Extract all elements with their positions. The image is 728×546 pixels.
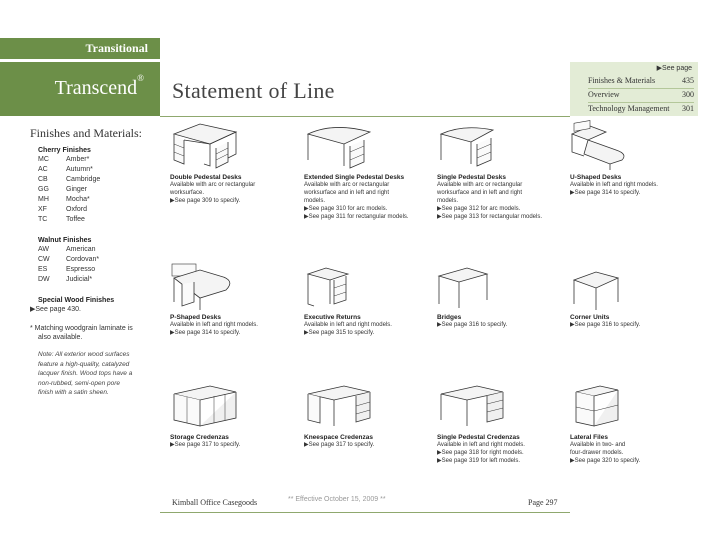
- finish-group-title: Cherry Finishes: [38, 147, 91, 154]
- p-shaped-desk-illustration: [170, 260, 240, 312]
- reference-page: 300: [682, 90, 694, 99]
- finish-row: ES Espresso: [38, 266, 96, 273]
- product-name: Single Pedestal Desks: [437, 174, 507, 181]
- reference-label: Overview: [588, 90, 620, 99]
- finish-row: TC Toffee: [38, 216, 85, 223]
- special-finishes-title: Special Wood Finishes: [38, 297, 115, 304]
- product-single-pedestal-credenza: [437, 380, 565, 465]
- product-lateral-file: [570, 380, 698, 465]
- lateral-file-illustration: [570, 380, 640, 432]
- product-desc: Available in left and right models.: [170, 322, 258, 328]
- footnote: also available.: [38, 334, 83, 341]
- product-name: Lateral Files: [570, 434, 608, 441]
- product-page-link[interactable]: ▶See page 309 to specify.: [170, 198, 241, 204]
- product-page-link[interactable]: ▶See page 316 to specify.: [437, 322, 508, 328]
- product-name: U-Shaped Desks: [570, 174, 622, 181]
- product-page-link[interactable]: ▶See page 314 to specify.: [570, 190, 641, 196]
- page-reference-panel: [570, 62, 698, 116]
- product-single-pedestal-desk: [437, 120, 565, 221]
- product-p-shaped-desk: [170, 260, 298, 337]
- finish-row: AW American: [38, 246, 96, 253]
- u-shaped-desk-illustration: [570, 120, 640, 172]
- reference-row[interactable]: [588, 76, 694, 89]
- reference-page: 435: [682, 76, 694, 85]
- product-page-link[interactable]: ▶See page 317 to specify.: [170, 442, 241, 448]
- footer-divider: [160, 512, 570, 513]
- product-executive-return: [304, 260, 432, 337]
- product-page-link[interactable]: ▶See page 316 to specify.: [570, 322, 641, 328]
- header-divider: [160, 116, 570, 117]
- special-finishes-ref[interactable]: ▶See page 430.: [30, 306, 81, 313]
- executive-return-illustration: [304, 260, 374, 312]
- footer-effective-date: ** Effective October 15, 2009 **: [288, 496, 386, 503]
- product-desc: four-drawer models.: [570, 450, 624, 456]
- corner-unit-illustration: [570, 260, 640, 312]
- sidebar-heading: Finishes and Materials:: [30, 126, 142, 140]
- reference-heading: ▶See page: [656, 65, 692, 72]
- product-page-link[interactable]: ▶See page 319 for left models.: [437, 458, 520, 464]
- finish-note: Note: All exterior wood surfaces feature a high-quality, catalyzed lacquer finish. Wood tops have a non-rubbed, semi-open pore finish with a satin sheen.: [38, 351, 133, 396]
- bridge-illustration: [437, 260, 507, 312]
- footer-brand: Kimball Office Casegoods: [172, 498, 258, 507]
- product-corner-unit: [570, 260, 698, 329]
- product-name: Extended Single Pedestal Desks: [304, 174, 405, 181]
- single-pedestal-credenza-illustration: [437, 380, 507, 432]
- finish-row: CB Cambridge: [38, 176, 101, 183]
- single-pedestal-desk-illustration: [437, 120, 507, 172]
- reference-row[interactable]: [588, 104, 694, 117]
- product-double-pedestal-desk: [170, 120, 298, 205]
- product-desc: Available in left and right models.: [304, 322, 392, 328]
- double-pedestal-desk-illustration: [170, 120, 240, 172]
- product-desc: Available with arc or rectangular: [170, 182, 256, 188]
- reference-row[interactable]: [588, 90, 694, 103]
- product-desc: Available in two- and: [570, 442, 626, 448]
- product-name: Single Pedestal Credenzas: [437, 434, 520, 441]
- product-name: Bridges: [437, 314, 462, 321]
- page-title: Statement of Line: [172, 78, 335, 103]
- product-name: Executive Returns: [304, 314, 361, 321]
- product-page-link[interactable]: ▶See page 320 to specify.: [570, 458, 641, 464]
- product-desc: models.: [437, 198, 459, 204]
- product-name: Storage Credenzas: [170, 434, 229, 441]
- reference-page: 301: [682, 104, 694, 113]
- finish-row: CW Cordovan*: [38, 256, 100, 263]
- storage-credenza-illustration: [170, 380, 240, 432]
- finish-row: DW Judicial*: [38, 276, 93, 283]
- reference-label: Technology Management: [588, 104, 670, 113]
- product-page-link[interactable]: ▶See page 315 to specify.: [304, 330, 375, 336]
- category-label: Transitional: [85, 41, 148, 55]
- product-u-shaped-desk: [570, 120, 698, 197]
- finish-row: MH Mocha*: [38, 196, 90, 203]
- product-desc: Available with arc or rectangular: [304, 182, 390, 188]
- finishes-sidebar: [30, 126, 155, 398]
- product-name: Double Pedestal Desks: [170, 174, 242, 181]
- brand-name: Transcend®: [54, 73, 144, 99]
- reference-label: Finishes & Materials: [588, 76, 656, 85]
- finish-row: MC Amber*: [38, 156, 90, 163]
- product-page-link[interactable]: ▶See page 314 to specify.: [170, 330, 241, 336]
- finish-row: GG Ginger: [38, 186, 88, 193]
- page-number: Page 297: [528, 498, 558, 507]
- product-desc: Available in left and right models.: [570, 182, 658, 188]
- product-desc: worksurface and in left and right: [304, 190, 390, 196]
- product-name: Corner Units: [570, 314, 610, 321]
- product-bridge: [437, 260, 565, 329]
- kneespace-credenza-illustration: [304, 380, 374, 432]
- product-storage-credenza: [170, 380, 298, 449]
- footnote: * Matching woodgrain laminate is: [30, 325, 133, 332]
- product-kneespace-credenza: [304, 380, 432, 449]
- finish-row: XF Oxford: [38, 206, 88, 213]
- product-page-link[interactable]: ▶See page 310 for arc models.: [304, 206, 388, 212]
- finish-row: AC Autumn*: [38, 166, 93, 173]
- finish-group-title: Walnut Finishes: [38, 237, 92, 244]
- product-desc: Available with arc or rectangular: [437, 182, 523, 188]
- product-desc: models.: [304, 198, 326, 204]
- product-extended-single-pedestal-desk: [304, 120, 432, 221]
- category-band: [0, 38, 160, 59]
- extended-single-pedestal-desk-illustration: [304, 120, 374, 172]
- product-desc: worksurface.: [170, 190, 205, 196]
- product-page-link[interactable]: ▶See page 318 for right models.: [437, 450, 524, 456]
- brand-band: [0, 62, 160, 116]
- product-name: Kneespace Credenzas: [304, 434, 374, 441]
- product-page-link[interactable]: ▶See page 317 to specify.: [304, 442, 375, 448]
- product-page-link[interactable]: ▶See page 313 for rectangular models.: [437, 214, 543, 220]
- product-name: P-Shaped Desks: [170, 314, 221, 321]
- product-page-link[interactable]: ▶See page 312 for arc models.: [437, 206, 521, 212]
- product-desc: worksurface and in left and right: [437, 190, 523, 196]
- product-page-link[interactable]: ▶See page 311 for rectangular models.: [304, 214, 409, 220]
- product-desc: Available in left and right models.: [437, 442, 525, 448]
